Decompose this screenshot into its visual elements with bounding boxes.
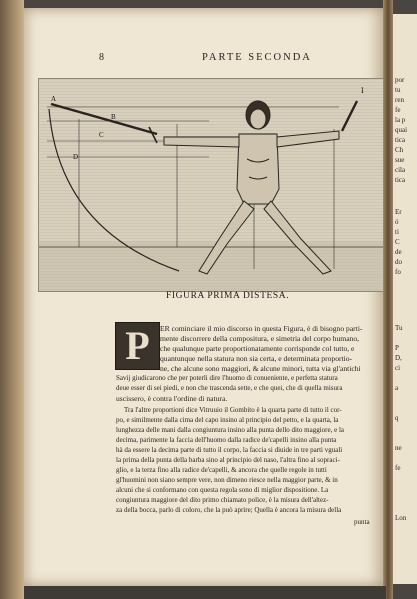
facing-text-fragment: ci (395, 364, 401, 372)
text-line: Tra l'altre proportioni dice Vitruuio il Gombito è la quarta parte di tutto il cor- (124, 406, 342, 414)
page-number: 8 (99, 52, 104, 63)
text-line: gl'huomini non siano sempre vere, non dimeno riesce nella maggior parte, & in (116, 476, 338, 484)
vitruvian-figure-illustration (39, 79, 384, 291)
facing-text-fragment: fe (395, 464, 401, 472)
facing-text-fragment: ne (395, 444, 402, 452)
text-line: che qualunque parte proportionatamente corrisponde col tutto, e (160, 344, 355, 353)
page-bottom-shadow (24, 586, 386, 599)
facing-text-fragment: do (395, 258, 402, 266)
text-line: Savij giudicarono che per poterli dire l'huomo di conueniente, e perfetta statura (116, 374, 338, 382)
facing-text-fragment: Ch (395, 146, 404, 154)
plate-number: I (361, 86, 364, 95)
facing-text-fragment: quai (395, 126, 408, 134)
text-line: po, e similmente dalla cima del capo insino al principio del petto, e la quarta, la (116, 416, 339, 424)
decorated-initial (115, 322, 160, 370)
facing-text-fragment: ti (395, 228, 399, 236)
plate-label-b: B (111, 113, 116, 121)
plate-label-c: C (99, 131, 104, 139)
facing-text-fragment: P (395, 344, 399, 352)
facing-text-fragment: la p (395, 116, 406, 124)
text-line: deue esser di sei piedi, e non che trascenda sette, e che quei, che di quella misura (116, 384, 343, 392)
facing-text-fragment: tica (395, 136, 406, 144)
facing-text-fragment: ó (395, 218, 399, 226)
facing-text-fragment: cila (395, 166, 406, 174)
figure-title: FIGURA PRIMA DISTESA. (166, 291, 290, 301)
text-line: decima, parimente la faccia dell'huomo dalla radice de'capelli insino alla punta (116, 436, 337, 444)
facing-text-fragment: D, (395, 354, 402, 362)
facing-text-fragment: Lon (395, 514, 407, 522)
text-line: alcuni che si conformano con questa regola sono di miglior dispositione. La (116, 486, 329, 494)
text-line: congiuntura maggiore del dito primo chiamato police, è la misura dell'altez- (116, 496, 329, 504)
plate-label-a: A (51, 95, 57, 103)
left-page-edge (0, 0, 24, 599)
facing-text-fragment: fe (395, 106, 401, 114)
text-line: la prima della punta della barba sino al principio del naso, l'altra fino al sopraci- (116, 456, 340, 464)
facing-text-fragment: tica (395, 176, 406, 184)
facing-text-fragment: Er (395, 208, 402, 216)
text-line: quantunque nella statura non sia certa, e determinata proportio- (160, 354, 353, 363)
facing-text-fragment: ren (395, 96, 404, 104)
facing-text-fragment: por (395, 76, 405, 84)
facing-text-fragment: fo (395, 268, 401, 276)
facing-text-fragment: tu (395, 86, 401, 94)
decorated-initial-letter: P (125, 323, 150, 368)
facing-text-fragment: a (395, 384, 399, 392)
running-head: PARTE SECONDA (202, 52, 312, 63)
catchword: punta (354, 518, 370, 526)
facing-text-fragment: q (395, 414, 399, 422)
text-line: ER cominciare il mio discorso in questa Figura, è di bisogno parti- (160, 324, 363, 333)
facing-text-fragment: sue (395, 156, 405, 164)
engraving-plate (38, 78, 385, 292)
text-line: uscissero, è contra l'ordine di natura. (116, 394, 228, 403)
facing-page (393, 14, 417, 584)
book-gutter (383, 0, 393, 599)
text-line: za della bocca, parlo di coloro, che la può aprire; Quella è ancora la misura della (116, 506, 342, 514)
text-line: ne, che alcune sono maggiori, & alcune minori, tutta via gl'antichi (160, 364, 361, 373)
facing-text-fragment: Tu (395, 324, 403, 332)
text-line: lunghezza delle mani dalla congiuntura insino alla punta dello dito maggiore, e la (116, 426, 345, 434)
plate-label-d: D (73, 153, 79, 161)
text-line: hà da essere la decima parte di tutto il corpo, la faccia si diuide in tre parti vguali (116, 446, 343, 454)
facing-text-fragment: de (395, 248, 402, 256)
text-line: mente discorrere della compositura, e simetria del corpo humano, (160, 334, 360, 343)
facing-text-fragment: C (395, 238, 400, 246)
text-line: glio, e la terza fino alla radice de'capelli, & ancora che quelle regole in tutti (116, 466, 327, 474)
